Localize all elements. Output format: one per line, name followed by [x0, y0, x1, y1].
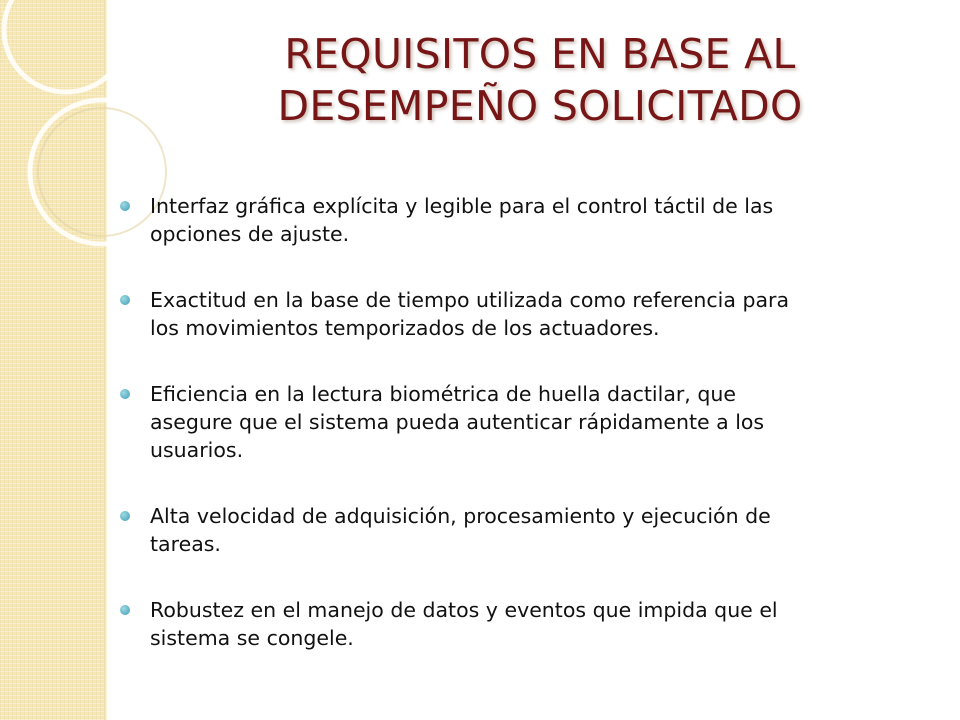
- bullet-dot-icon: [120, 201, 130, 211]
- slide-title-line-2: DESEMPEÑO SOLICITADO: [277, 82, 803, 130]
- bullet-text-1-line-2: opciones de ajuste.: [150, 222, 350, 246]
- bullet-item-5: [110, 596, 920, 652]
- bullet-item-2: [110, 286, 920, 342]
- bullet-dot-icon: [120, 511, 130, 521]
- bullet-text-1-line-1: Interfaz gráfica explícita y legible para el control táctil de las: [150, 194, 774, 218]
- bullet-dot-icon: [120, 295, 130, 305]
- bullet-item-3: [110, 380, 920, 464]
- decorative-ring-top: [4, 0, 128, 92]
- bullet-text-2-line-2: los movimientos temporizados de los actuadores.: [150, 316, 660, 340]
- bullet-text-3-line-2: asegure que el sistema pueda autenticar rápidamente a los: [150, 410, 765, 434]
- bullet-list: [110, 192, 920, 690]
- bullet-text-3-line-1: Eficiencia en la lectura biométrica de huella dactilar, que: [150, 382, 736, 406]
- bullet-text-3-line-3: usuarios.: [150, 438, 244, 462]
- bullet-text-4-line-2: tareas.: [150, 532, 221, 556]
- bullet-text-2-line-1: Exactitud en la base de tiempo utilizada como referencia para: [150, 288, 790, 312]
- bullet-item-4: [110, 502, 920, 558]
- bullet-text-4-line-1: Alta velocidad de adquisición, procesamiento y ejecución de: [150, 504, 771, 528]
- bullet-text-5-line-1: Robustez en el manejo de datos y eventos que impida que el: [150, 598, 778, 622]
- bullet-dot-icon: [120, 389, 130, 399]
- slide-title-line-1: REQUISITOS EN BASE AL: [284, 30, 796, 78]
- bullet-text-5-line-2: sistema se congele.: [150, 626, 354, 650]
- slide-title: [190, 28, 890, 132]
- bullet-item-1: [110, 192, 920, 248]
- bullet-dot-icon: [120, 605, 130, 615]
